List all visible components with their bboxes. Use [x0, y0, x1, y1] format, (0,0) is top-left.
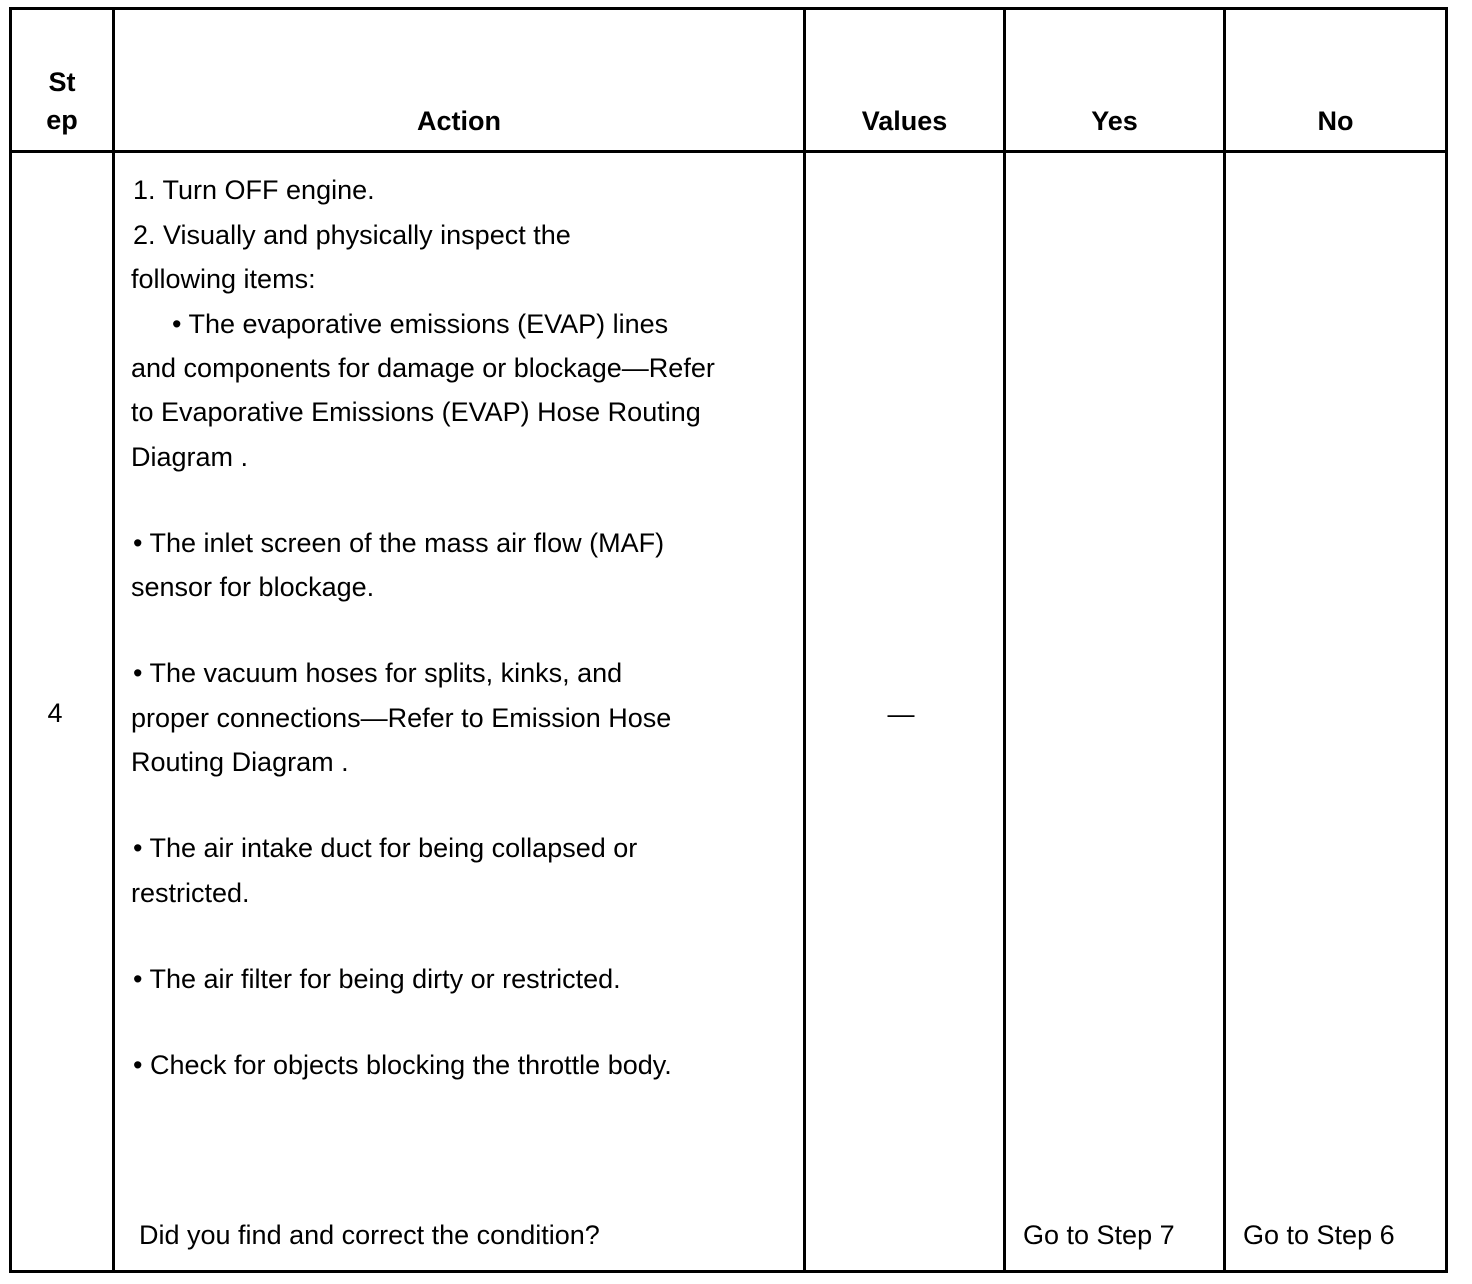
action-line: and components for damage or blockage—Refer — [131, 353, 715, 383]
action-question: Did you find and correct the condition? — [139, 1220, 600, 1250]
header-yes: Yes — [1091, 106, 1138, 136]
values-cell: — — [887, 699, 915, 729]
header-action: Action — [417, 106, 501, 136]
action-line: following items: — [131, 264, 316, 294]
step-number: 4 — [47, 698, 63, 728]
action-line: 1. Turn OFF engine. — [133, 175, 375, 205]
action-line: Diagram . — [131, 442, 249, 472]
action-line: • The air intake duct for being collapsed or — [133, 833, 638, 863]
header-step-line2: ep — [46, 105, 78, 135]
column-divider — [112, 7, 115, 1273]
action-line: sensor for blockage. — [131, 572, 375, 602]
action-line: • The air filter for being dirty or restricted. — [133, 964, 621, 994]
header-step — [12, 63, 112, 139]
header-no: No — [1317, 106, 1354, 136]
column-divider — [1223, 7, 1226, 1273]
no-cell: Go to Step 6 — [1243, 1220, 1395, 1250]
action-line: • The vacuum hoses for splits, kinks, and — [133, 658, 623, 688]
column-divider — [803, 7, 806, 1273]
action-line: to Evaporative Emissions (EVAP) Hose Routing — [131, 397, 701, 427]
column-divider — [1003, 7, 1006, 1273]
header-divider — [9, 150, 1448, 153]
action-line: • The evaporative emissions (EVAP) lines — [172, 309, 669, 339]
action-line: proper connections—Refer to Emission Hose — [131, 703, 672, 733]
yes-cell: Go to Step 7 — [1023, 1220, 1175, 1250]
header-step-line1: St — [48, 67, 76, 97]
action-line: • Check for objects blocking the throttle body. — [133, 1050, 672, 1080]
header-values: Values — [861, 106, 948, 136]
action-line: restricted. — [131, 878, 250, 908]
action-line: Routing Diagram . — [131, 747, 349, 777]
action-line: 2. Visually and physically inspect the — [133, 220, 571, 250]
action-line: • The inlet screen of the mass air flow (MAF) — [133, 528, 665, 558]
